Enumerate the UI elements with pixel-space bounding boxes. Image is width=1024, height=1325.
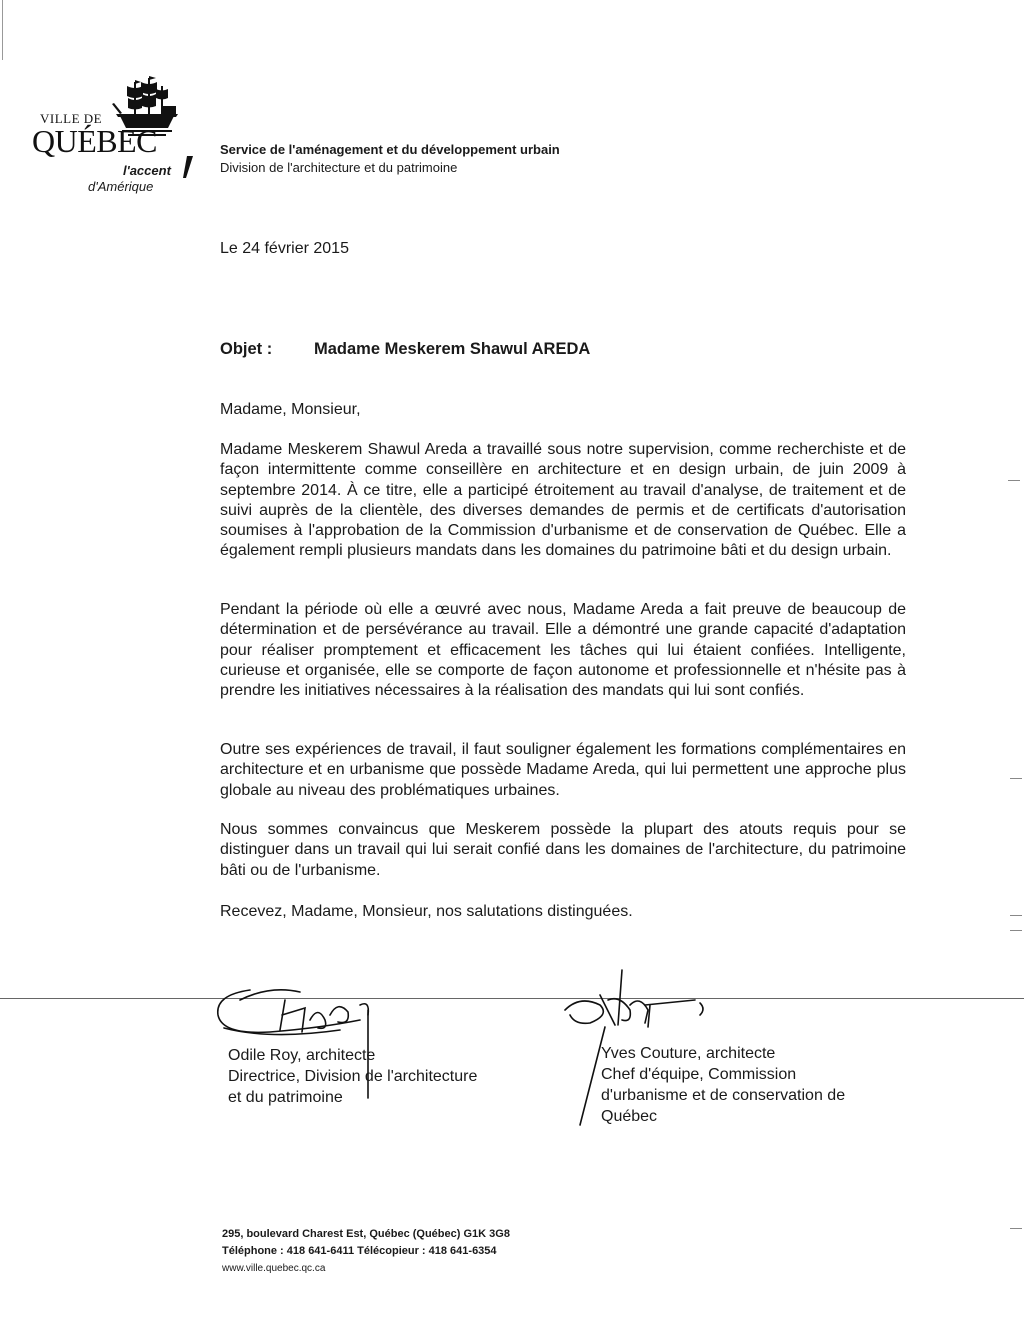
logo-ville-text: VILLE DE: [40, 111, 103, 126]
signer-name: Yves Couture, architecte: [601, 1045, 776, 1062]
salutation: Madame, Monsieur,: [220, 401, 361, 418]
scan-mark: [1010, 930, 1022, 931]
scan-mark: [1008, 480, 1020, 481]
signer-title: Québec: [601, 1108, 658, 1125]
city-logo: [30, 76, 180, 206]
closing-line: Recevez, Madame, Monsieur, nos salutations distinguées.: [220, 903, 633, 920]
logo-quebec-text: QUÉBEC: [32, 123, 157, 159]
scan-mark: [1010, 778, 1022, 779]
logo-accent-mark: [183, 156, 193, 178]
signer-name: Odile Roy, architecte: [228, 1047, 376, 1064]
logo-amerique-text: d'Amérique: [88, 179, 154, 194]
scan-edge-line: [2, 0, 3, 60]
signer-title: d'urbanisme et de conservation de: [601, 1087, 846, 1104]
body-paragraph-3: Outre ses expériences de travail, il faut souligner également les formations complémentaires en architecture et en urbanisme que possède Madame Areda, qui lui permettent une approche plus globale au niveau des problématiques urbaines.: [220, 741, 906, 799]
signer-yves-couture: [601, 1043, 845, 1127]
footer-phone: Téléphone : 418 641-6411 Télécopieur : 418 641-6354: [222, 1245, 497, 1257]
logo-accent-text: l'accent: [123, 163, 171, 178]
service-name: Service de l'aménagement et du développement urbain: [220, 142, 560, 157]
footer-website: www.ville.quebec.qc.ca: [222, 1263, 326, 1274]
body-paragraph-4: Nous sommes convaincus que Meskerem possède la plupart des atouts requis pour se distinguer dans un travail qui lui serait confié dans les domaines de l'architecture, du patrimoine bâti ou de l'urbanisme.: [220, 821, 906, 879]
fold-line: [0, 998, 1024, 999]
body-paragraph-2: Pendant la période où elle a œuvré avec nous, Madame Areda a fait preuve de beaucoup de détermination et de persévérance au travail. Elle a démontré une grande capacité d'adaptation pour réaliser promptement et efficacement les tâches qui lui étaient confiées. Intelligente, curieuse et organisée, elle se comporte de façon autonome et professionnelle et n'hésite pas à prendre les initiatives nécessaires à la réalisation des mandats qui lui sont confiés.: [220, 601, 906, 700]
subject-label: Objet :: [220, 340, 273, 358]
signer-title: Directrice, Division de l'architecture: [228, 1068, 478, 1085]
signer-odile-roy: [228, 1045, 477, 1108]
signer-title: et du patrimoine: [228, 1089, 343, 1106]
footer-address: 295, boulevard Charest Est, Québec (Québec) G1K 3G8: [222, 1228, 510, 1240]
division-name: Division de l'architecture et du patrimoine: [220, 160, 458, 175]
scan-mark: [1010, 1228, 1022, 1229]
body-paragraph-1: Madame Meskerem Shawul Areda a travaillé sous notre supervision, comme recherchiste et de façon intermittente comme conseillère en architecture et en design urbain, de juin 2009 à septembre 2014. À ce titre, elle a participé étroitement au travail d'analyse, de traitement et de suivi auprès de la clientèle, des diverses demandes de permis et de certificats d'autorisation soumises à l'approbation de la Commission d'urbanisme et de conservation de Québec. Elle a également rempli plusieurs mandats dans les domaines du patrimoine bâti et du design urbain.: [220, 441, 906, 560]
signer-title: Chef d'équipe, Commission: [601, 1066, 797, 1083]
letter-date: Le 24 février 2015: [220, 240, 349, 257]
letter-footer: [222, 1226, 510, 1277]
scan-mark: [1010, 915, 1022, 916]
subject-value: Madame Meskerem Shawul AREDA: [314, 340, 591, 358]
